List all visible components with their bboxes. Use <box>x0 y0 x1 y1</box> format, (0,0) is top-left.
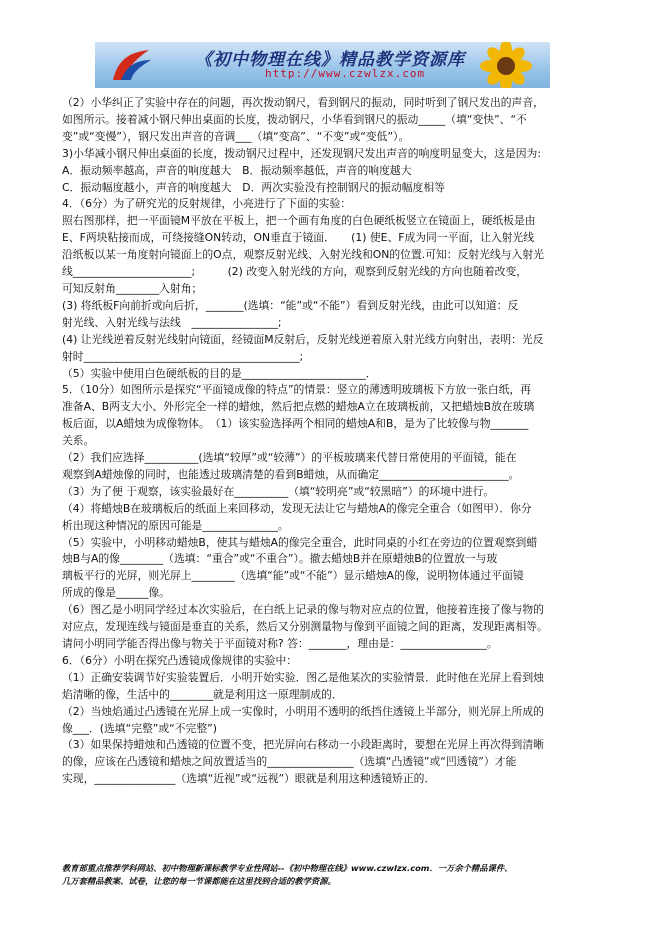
text-line: （5）实验中，小明移动蜡烛B，使其与蜡烛A的像完全重合，此时同桌的小红在旁边的位置观察到蜡 <box>62 535 538 549</box>
text-line: (3) 将纸板F向前折或向后折，_______(选填：“能”或“不能”）看到反射光线，由此可以知道：反 <box>62 298 519 312</box>
text-line: 观察到A蜡烛像的同时，也能透过玻璃清楚的看到B蜡烛，从而确定________________________。 <box>62 467 520 481</box>
text-line: 的像，应该在凸透镜和蜡烛之间放置适当的________________（选填“凸透镜”或“凹透镜”）才能 <box>62 755 517 769</box>
text-line: 所成的像是______像。 <box>62 586 170 600</box>
text-line: （1）正确安装调节好实验装置后．小明开始实验．图乙是他某次的实验情景．此时他在光屏上看到烛 <box>62 670 544 684</box>
sunflower-icon <box>466 42 546 88</box>
text-line: C．振动幅度越小，声音的响度越大 D．两次实验没有控制钢尺的振动幅度相等 <box>62 180 445 194</box>
text-line: （5）实验中使用白色硬纸板的目的是_______________________． <box>62 366 377 380</box>
banner-title: 《初中物理在线》精品教学资源库 <box>195 50 465 70</box>
text-line: 射时________________________________________; <box>62 349 304 363</box>
text-line: 沿纸板以某一角度射向镜面上的O点，观察反射光线、入射光线和ON的位置.可知：反射光线与入射光 <box>62 248 544 262</box>
text-line: （2）当烛焰通过凸透镜在光屏上成一实像时，小明用不透明的纸挡住透镜上半部分，则光屏上所成的 <box>62 704 544 718</box>
text-line: 请问小明同学能否得出像与物关于平面镜对称? 答：_______，理由是：________________。 <box>62 637 498 650</box>
text-line: 5．（10分）如图所示是探究“平面镜成像的特点”的情景：竖立的薄透明玻璃板下方放一张白纸，再 <box>62 383 532 397</box>
text-line: 璃板平行的光屏，则光屏上________（选填“能”或“不能”）显示蜡烛A的像，说明物体通过平面镜 <box>62 569 524 583</box>
text-line: 烛B与A的像________（选填：“重合”或“不重合”）。撤去蜡烛B并在原蜡烛B的位置放一与玻 <box>62 552 498 566</box>
text-line: 焰清晰的像，生活中的________就是利用这一原理制成的． <box>62 687 343 701</box>
text-line: 射光线、入射光线与法线 ________________; <box>62 315 282 329</box>
text-line: （2）我们应选择__________(选填“较厚”或“较薄”）的平板玻璃来代替日常使用的平面镜，能在 <box>62 451 517 465</box>
footer-line-2: 几万套精品教案、试卷，让您的每一节课都能在这里找到合适的教学资源。 <box>62 876 336 886</box>
text-line: A．振动频率越高，声音的响度越大 B．振动频率越低，声音的响度越大 <box>62 163 412 177</box>
text-line: 如图所示。接着减小钢尺伸出桌面的长度，拨动钢尺，小华看到钢尺的振动_____（填“变快”、“不 <box>62 112 527 126</box>
text-line: 对应点，发现连线与镜面是垂直的关系，然后又分别测量物与像到平面镜之间的距离，发现距离相等。 <box>62 620 548 634</box>
text-line: （4）将蜡烛B在玻璃板后的纸面上来回移动，发现无法让它与蜡烛A的像完全重合（如图甲）．你分 <box>62 501 532 515</box>
page-footer <box>62 862 602 888</box>
text-line: 可知反射角________入射角； <box>62 281 203 295</box>
text-line: 实现，_______________（选填“近视”或“远视”）眼就是利用这种透镜矫正的． <box>62 772 436 786</box>
text-line: 线______________________; (2) 改变入射光线的方向，观察到反射光线的方向也随着改变， <box>62 265 528 279</box>
text-line: 3)小华减小钢尺伸出桌面的长度，拨动钢尺过程中，还发现钢尺发出声音的响度明显变大，这是因为: <box>62 146 541 160</box>
text-line: （3）如果保持蜡烛和凸透镜的位置不变，把光屏向右移动一小段距离时，要想在光屏上再次得到清晰 <box>62 738 544 752</box>
text-line: 关系。 <box>62 434 95 448</box>
text-line: 像___．(选填“完整”或“不完整”) <box>62 721 217 735</box>
footer-line-1: 教育部重点推荐学科网站、初中物理新课标教学专业性网站--《初中物理在线》www.czwlzx.com．一万余个精品课件、 <box>62 863 513 873</box>
site-logo-icon <box>109 46 153 84</box>
text-line: （6）图乙是小明同学经过本次实验后，在白纸上记录的像与物对应点的位置，他接着连接了像与物的 <box>62 603 544 617</box>
text-line: （3）为了便 于观察，该实验最好在__________（填“较明亮”或“较黑暗”）的环境中进行。 <box>62 484 495 498</box>
document-body <box>62 95 594 788</box>
banner-url[interactable]: http://www.czwlzx.com <box>265 67 426 80</box>
text-line: 4．（6分）为了研究光的反射规律，小亮进行了下面的实验： <box>62 197 352 211</box>
text-line: 准备A、B两支大小、外形完全一样的蜡烛，然后把点燃的蜡烛A立在玻璃板前，又把蜡烛B放在玻璃 <box>62 400 535 414</box>
text-line: 析出现这种情况的原因可能是______________。 <box>62 518 289 532</box>
text-line: 板后面，以A蜡烛为成像物体。 （1）该实验选择两个相同的蜡烛A和B，是为了比较像与物_______ <box>62 417 529 431</box>
text-line: (4) 让光线逆着反射光线射向镜面，经镜面M反射后，反射光线逆着原入射光线方向射出，表明：光反 <box>62 332 544 346</box>
text-line: E、F两块粘接而成，可绕接缝ON转动，ON垂直于镜面． (1) 使E、F成为同一平面，让入射光线 <box>62 231 535 245</box>
text-line: 变”或“变慢”），钢尺发出声音的音调___（填“变高”、“不变”或“变低”）。 <box>62 129 410 143</box>
header-banner <box>95 42 550 88</box>
text-line: 6．（6分）小明在探究凸透镜成像规律的实验中： <box>62 653 298 667</box>
text-line: 照右图那样，把一平面镜M平放在平板上，把一个画有角度的白色硬纸板竖立在镜面上，硬纸板是由 <box>62 214 536 228</box>
text-line: （2）小华纠正了实验中存在的问题，再次拨动钢尺，看到钢尺的振动，同时听到了钢尺发出的声音， <box>62 96 544 109</box>
